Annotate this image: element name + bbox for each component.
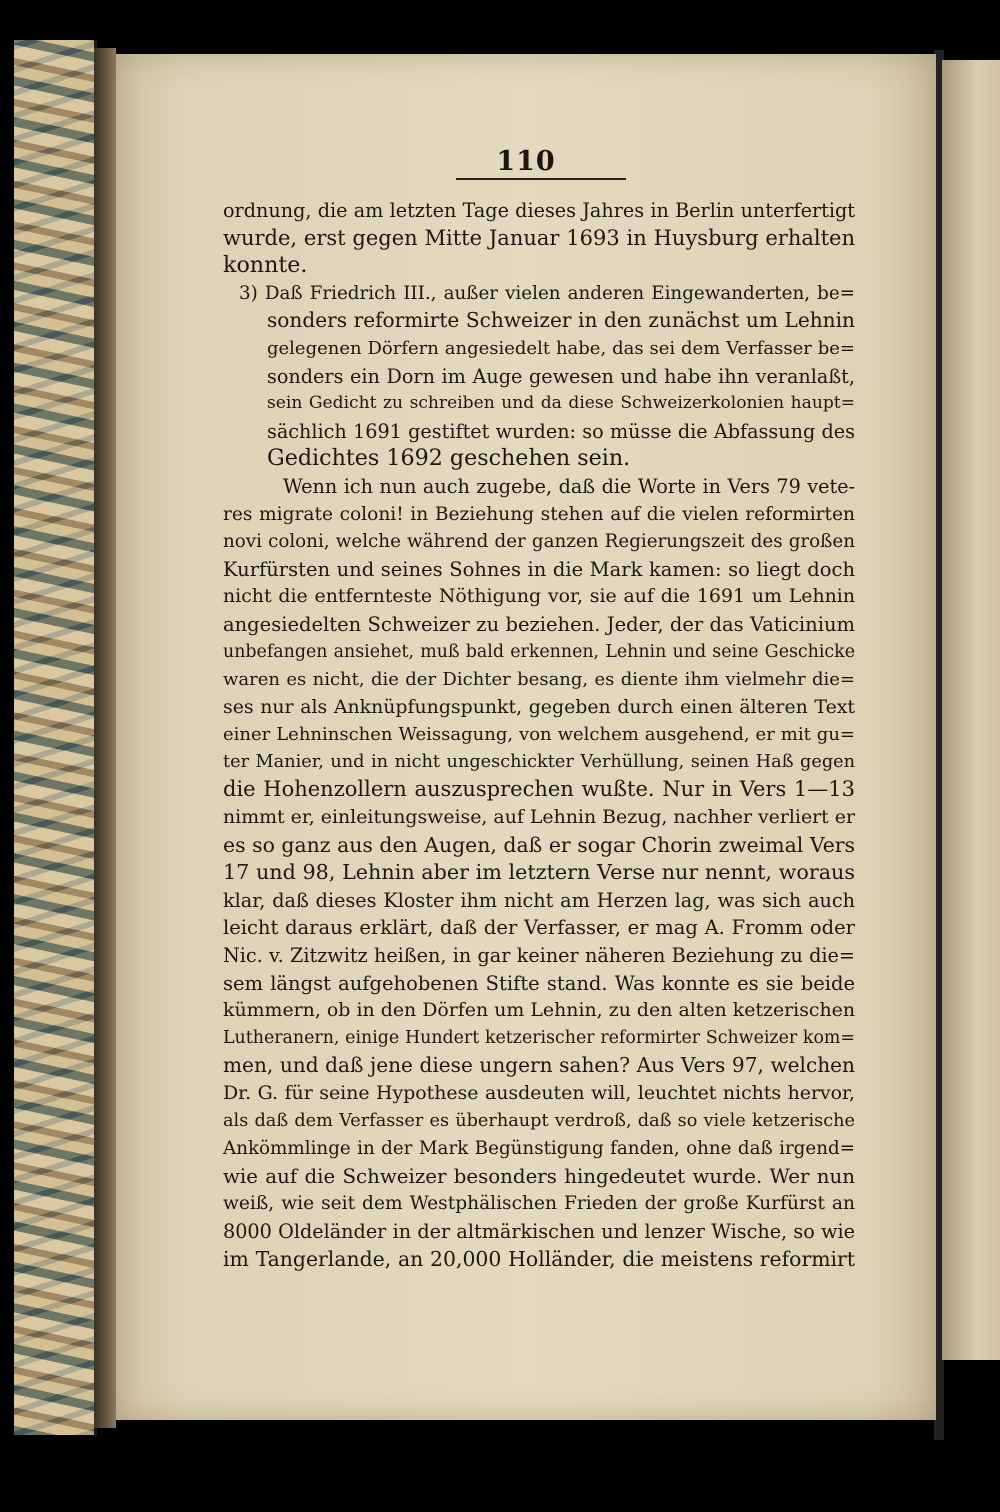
text-line: Nic. v. Zitzwitz heißen, in gar keiner näheren Beziehung zu die= bbox=[223, 944, 855, 968]
text-line: wie auf die Schweizer besonders hingedeutet wurde. Wer nun bbox=[223, 1164, 855, 1188]
text-line: es so ganz aus den Augen, daß er sogar Chorin zweimal Vers bbox=[223, 832, 855, 857]
body-text bbox=[223, 197, 855, 1273]
text-line: waren es nicht, die der Dichter besang, es diente ihm vielmehr die= bbox=[223, 669, 855, 691]
page-number: 110 bbox=[496, 146, 556, 177]
text-line: angesiedelten Schweizer zu beziehen. Jeder, der das Vaticinium bbox=[223, 612, 855, 636]
text-line: nicht die entfernteste Nöthigung vor, sie auf die 1691 um Lehnin bbox=[223, 585, 855, 608]
text-line: wurde, erst gegen Mitte Januar 1693 in Huysburg erhalten bbox=[223, 225, 855, 250]
text-line: men, und daß jene diese ungern sahen? Aus Vers 97, welchen bbox=[223, 1053, 855, 1078]
marbled-page-edge bbox=[14, 40, 97, 1435]
text-line: nimmt er, einleitungsweise, auf Lehnin Bezug, nachher verliert er bbox=[223, 806, 855, 829]
text-line: im Tangerlande, an 20,000 Holländer, die meistens reformirt bbox=[223, 1246, 855, 1271]
text-line: Dr. G. für seine Hypothese ausdeuten will, leuchtet nichts hervor, bbox=[223, 1082, 855, 1104]
page-stack-edge bbox=[94, 48, 116, 1428]
text-line: konnte. bbox=[223, 252, 308, 279]
text-line: Wenn ich nun auch zugebe, daß die Worte in Vers 79 vete- bbox=[283, 474, 855, 498]
text-line: novi coloni, welche während der ganzen Regierungszeit des großen bbox=[223, 531, 855, 553]
text-line: unbefangen ansiehet, muß bald erkennen, Lehnin und seine Geschicke bbox=[223, 641, 855, 662]
text-line: sonders ein Dorn im Auge gewesen und habe ihn veranlaßt, bbox=[267, 364, 855, 388]
text-line: als daß dem Verfasser es überhaupt verdroß, daß so viele ketzerische bbox=[223, 1110, 855, 1131]
text-line: kümmern, ob in den Dörfen um Lehnin, zu den alten ketzerischen bbox=[223, 999, 855, 1022]
text-line: sächlich 1691 gestiftet wurden: so müsse die Abfassung des bbox=[267, 419, 855, 443]
text-line: Gedichtes 1692 geschehen sein. bbox=[267, 445, 631, 472]
text-line: sonders reformirte Schweizer in den zunächst um Lehnin bbox=[267, 308, 855, 333]
text-line: ordnung, die am letzten Tage dieses Jahres in Berlin unterfertigt bbox=[223, 199, 855, 222]
text-line: weiß, wie seit dem Westphälischen Frieden der große Kurfürst an bbox=[223, 1193, 855, 1215]
text-line: die Hohenzollern auszusprechen wußte. Nur in Vers 1—13 bbox=[223, 777, 855, 802]
text-line: sein Gedicht zu schreiben und da diese Schweizerkolonien haupt= bbox=[267, 393, 855, 414]
text-line: res migrate coloni! in Beziehung stehen auf die vielen reformirten bbox=[223, 503, 855, 525]
text-line: 17 und 98, Lehnin aber im letztern Verse nur nennt, woraus bbox=[223, 860, 855, 885]
book-page bbox=[116, 54, 936, 1420]
text-line: Kurfürsten und seines Sohnes in die Mark kamen: so liegt doch bbox=[223, 557, 855, 581]
text-line: sem längst aufgehobenen Stifte stand. Was konnte es sie beide bbox=[223, 971, 855, 995]
text-line: gelegenen Dörfern angesiedelt habe, das sei dem Verfasser be= bbox=[267, 337, 855, 359]
text-line: 8000 Oldeländer in der altmärkischen und lenzer Wische, so wie bbox=[223, 1219, 855, 1243]
text-line: ter Manier, und in nicht ungeschickter Verhüllung, seinen Haß gegen bbox=[223, 751, 855, 772]
text-line: leicht daraus erklärt, daß der Verfasser, er mag A. Fromm oder bbox=[223, 916, 855, 940]
facing-page-edge bbox=[942, 60, 1000, 1360]
text-line: Ankömmlinge in der Mark Begünstigung fanden, ohne daß irgend= bbox=[223, 1138, 855, 1160]
text-line: Lutheranern, einige Hundert ketzerischer reformirter Schweizer kom= bbox=[223, 1027, 855, 1048]
header-rule bbox=[456, 178, 626, 180]
text-line: 3) Daß Friedrich III., außer vielen anderen Eingewanderten, be= bbox=[239, 282, 855, 304]
text-line: ses nur als Anknüpfungspunkt, gegeben durch einen älteren Text bbox=[223, 695, 855, 718]
text-line: einer Lehninschen Weissagung, von welchem ausgehend, er mit gu= bbox=[223, 724, 855, 746]
text-line: klar, daß dieses Kloster ihm nicht am Herzen lag, was sich auch bbox=[223, 888, 855, 912]
